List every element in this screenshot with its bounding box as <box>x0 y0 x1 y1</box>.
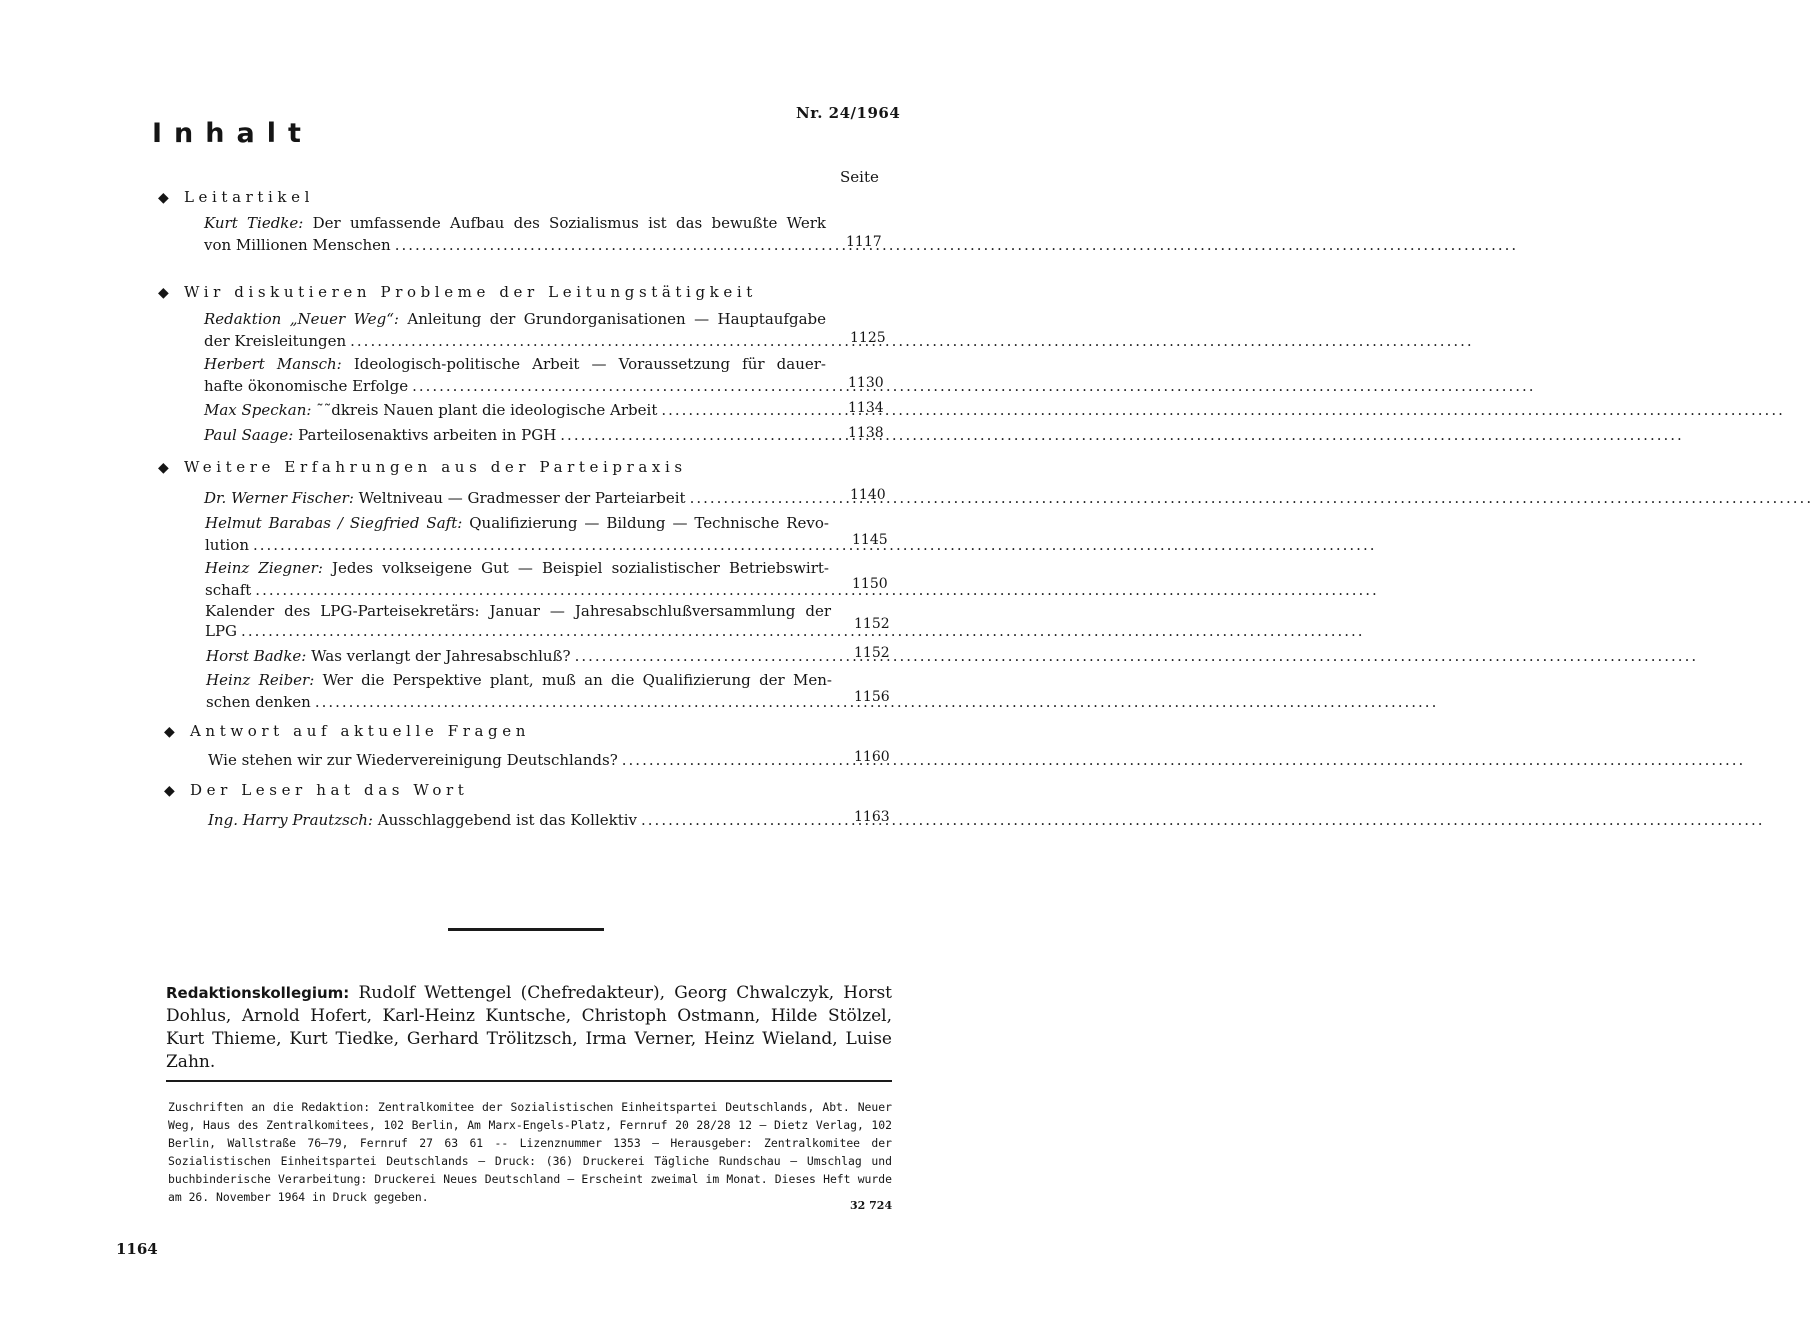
entry-title-cont: von Millionen Menschen <box>204 236 391 254</box>
diamond-bullet-icon: ◆ <box>164 724 175 740</box>
leader-dots <box>253 534 1377 556</box>
toc-entry <box>204 487 828 509</box>
toc-entry <box>205 557 829 601</box>
entry-title-cont: schen denken <box>206 693 311 711</box>
entry-page-number: 1134 <box>848 400 884 416</box>
entry-page-number: 1152 <box>854 616 890 632</box>
toc-entry <box>208 749 832 771</box>
entry-author: Kurt Tiedke: <box>204 214 304 232</box>
entry-author: Horst Badke: <box>206 647 307 665</box>
entry-author: Ing. Harry Prautzsch: <box>208 811 373 829</box>
section-heading-parteipraxis: ◆ Weitere Erfahrungen aus der Parteipraxis <box>158 458 687 476</box>
entry-title: Der umfassende Aufbau des Sozialismus ist das bewußte Werk <box>312 214 826 232</box>
entry-page-number: 1130 <box>848 375 884 391</box>
entry-title: Wer die Perspektive plant, muß an die Qualifizierung der Men- <box>322 671 832 689</box>
issue-number: Nr. 24/1964 <box>796 104 901 122</box>
section-heading-leser: ◆ Der Leser hat das Wort <box>164 781 469 799</box>
section-heading-leitung: ◆ Wir diskutieren Probleme der Leitungstätigkeit <box>158 283 757 301</box>
entry-page-number: 1163 <box>854 809 890 825</box>
entry-page-number: 1117 <box>846 234 882 250</box>
entry-author: Max Speckan: <box>204 401 312 419</box>
entry-title-cont: der Kreisleitungen <box>204 332 347 350</box>
toc-entry <box>204 212 826 256</box>
diamond-bullet-icon: ◆ <box>158 190 169 206</box>
section-heading-leitartikel: ◆ Leitartikel <box>158 188 314 206</box>
entry-page-number: 1145 <box>852 532 888 548</box>
diamond-bullet-icon: ◆ <box>158 285 169 301</box>
entry-author: Herbert Mansch: <box>204 355 342 373</box>
toc-entry <box>205 512 829 556</box>
entry-author: Heinz Reiber: <box>206 671 315 689</box>
leader-dots <box>661 399 1785 421</box>
entry-title: Parteilosenaktivs arbeiten in PGH <box>298 426 557 444</box>
imprint-divider <box>166 1080 892 1082</box>
entry-author: Heinz Ziegner: <box>205 559 323 577</box>
entry-title-cont: schaft <box>205 581 252 599</box>
toc-entry <box>206 669 832 713</box>
leader-dots <box>412 375 1536 397</box>
entry-page-number: 1125 <box>850 330 886 346</box>
toc-entry <box>204 353 826 397</box>
entry-title: Qualifizierung — Bildung — Technische Revo- <box>469 514 829 532</box>
leader-dots <box>395 234 1519 256</box>
entry-title: Kalender des LPG-Parteisekretärs: Januar — Jahresabschlußversammlung der <box>205 602 831 620</box>
leader-dots <box>241 622 1365 640</box>
entry-author: Redaktion „Neuer Weg“: <box>204 310 399 328</box>
imprint-code: 32 724 <box>850 1199 893 1212</box>
entry-title: Was verlangt der Jahresabschluß? <box>311 647 571 665</box>
entry-title-cont: LPG <box>205 622 238 640</box>
page-column-header: Seite <box>840 168 879 186</box>
page-title: Inhalt <box>152 118 313 149</box>
entry-title: Anleitung der Grundorganisationen — Hauptaufgabe <box>407 310 826 328</box>
toc-entry <box>204 399 826 421</box>
entry-page-number: 1138 <box>848 425 884 441</box>
toc-entry <box>208 809 832 831</box>
toc-entry <box>204 424 826 446</box>
page-folio: 1164 <box>116 1240 158 1258</box>
entry-page-number: 1150 <box>852 576 888 592</box>
toc-entry <box>206 645 832 667</box>
entry-page-number: 1160 <box>854 749 890 765</box>
toc-entry <box>205 600 831 640</box>
entry-author: Paul Saage: <box>204 426 294 444</box>
editorial-board-names: Rudolf Wettengel (Chefredakteur), Georg Chwalczyk, Horst Dohlus, Arnold Hofert, Karl-Heinz Kuntsche, Christoph Ostmann, Hilde Stölzel, Kurt Thieme, Kurt Tiedke, Gerhard Trölitzsch, Irma Verner, Heinz Wieland, Luise Zahn. <box>166 983 893 1072</box>
leader-dots <box>255 579 1379 601</box>
entry-title-cont: lution <box>205 536 249 554</box>
leader-dots <box>350 330 1474 352</box>
leader-dots <box>575 645 1699 667</box>
entry-author: Helmut Barabas / Siegfried Saft: <box>205 514 463 532</box>
section-heading-antwort: ◆ Antwort auf aktuelle Fragen <box>164 722 530 740</box>
entry-title: ˜˜dkreis Nauen plant die ideologische Arbeit <box>316 401 658 419</box>
editorial-board-label: Redaktionskollegium: <box>166 984 350 1002</box>
entry-title: Weltniveau — Gradmesser der Parteiarbeit <box>358 489 686 507</box>
section-divider <box>448 928 604 931</box>
entry-title: Wie stehen wir zur Wiedervereinigung Deutschlands? <box>208 751 618 769</box>
leader-dots <box>560 424 1684 446</box>
entry-title: Ideologisch-politische Arbeit — Voraussetzung für dauer- <box>353 355 826 373</box>
diamond-bullet-icon: ◆ <box>158 460 169 476</box>
entry-page-number: 1156 <box>854 689 890 705</box>
entry-author: Dr. Werner Fischer: <box>204 489 354 507</box>
leader-dots <box>622 749 1746 771</box>
entry-page-number: 1152 <box>854 645 890 661</box>
entry-title: Ausschlaggebend ist das Kollektiv <box>377 811 638 829</box>
entry-title: Jedes volkseigene Gut — Beispiel sozialistischer Betriebswirt- <box>332 559 829 577</box>
entry-page-number: 1140 <box>850 487 886 503</box>
leader-dots <box>641 809 1765 831</box>
entry-title-cont: hafte ökonomische Erfolge <box>204 377 409 395</box>
imprint-text: Zuschriften an die Redaktion: Zentralkomitee der Sozialistischen Einheitspartei Deutschlands, Abt. Neuer Weg, Haus des Zentralkomitees, 102 Berlin, Am Marx-Engels-Platz, Fernruf 20 28/28 12 — Dietz Verlag, 102 Berlin, Wallstraße 76–79, Fernruf 27 63 61 -- Lizenznummer 1353 — Herausgeber: Zentralkomitee der Sozialistischen Einheitspartei Deutschlands — Druck: (36) Druckerei Tägliche Rundschau — Umschlag und buchbinderische Verarbeitung: Druckerei Neues Deutschland — Erscheint zweimal im Monat. Dieses Heft wurde am 26. November 1964 in Druck gegeben. <box>168 1100 892 1204</box>
diamond-bullet-icon: ◆ <box>164 783 175 799</box>
toc-entry <box>204 308 826 352</box>
editorial-board <box>166 982 892 1074</box>
